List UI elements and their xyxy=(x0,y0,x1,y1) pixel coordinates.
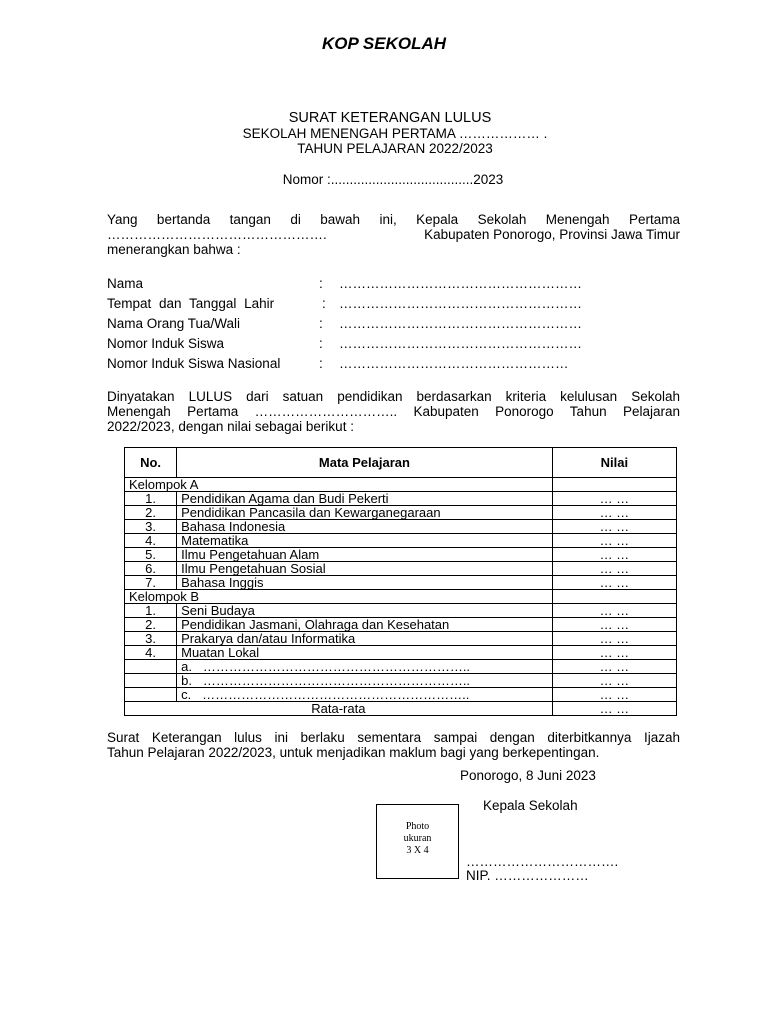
closing-line-2: Tahun Pelajaran 2022/2023, untuk menjadikan maklum bagi yang berkepentingan. xyxy=(107,745,600,760)
table-row-local-a xyxy=(125,660,677,674)
group-row-a xyxy=(125,478,677,492)
row-value: … … xyxy=(552,646,676,660)
field-label: Tempat dan Tanggal Lahir xyxy=(107,296,275,311)
row-value: … … xyxy=(552,674,676,688)
graduation-statement xyxy=(107,389,680,434)
closing-paragraph xyxy=(107,730,680,760)
field-colon: : xyxy=(322,296,326,311)
statement-line-3: 2022/2023, dengan nilai sebagai berikut : xyxy=(107,419,354,434)
row-no: 1. xyxy=(125,604,177,618)
row-no: 2. xyxy=(125,618,177,632)
row-value: … … xyxy=(552,660,676,674)
table-row-local-c xyxy=(125,688,677,702)
photo-label-2: ukuran xyxy=(403,833,432,844)
table-row xyxy=(125,520,677,534)
field-value: …………………………………………… xyxy=(339,356,569,371)
row-subject: Bahasa Inggis xyxy=(177,576,553,590)
photo-label-3: 3 X 4 xyxy=(406,845,429,856)
intro-school-dots: …………………………………………. xyxy=(107,227,327,242)
row-no: 2. xyxy=(125,506,177,520)
table-row xyxy=(125,618,677,632)
header-value: Nilai xyxy=(552,448,676,478)
group-row-b xyxy=(125,590,677,604)
row-no: 3. xyxy=(125,632,177,646)
row-subject: Ilmu Pengetahuan Sosial xyxy=(177,562,553,576)
field-value: ……………………………………………… xyxy=(339,276,582,291)
statement-line-1: Dinyatakan LULUS dari satuan pendidikan berdasarkan kriteria kelulusan Sekolah xyxy=(107,389,680,404)
row-no-empty xyxy=(125,660,177,674)
field-value: ……………………………………………… xyxy=(339,296,582,311)
row-value: … … xyxy=(552,492,676,506)
table-header-row xyxy=(125,448,677,478)
grades-table xyxy=(124,447,677,716)
academic-year-line: TAHUN PELAJARAN 2022/2023 xyxy=(297,141,493,156)
row-value: … … xyxy=(552,534,676,548)
row-value: … … xyxy=(552,562,676,576)
signatory-nip: NIP. ………………… xyxy=(466,868,589,883)
field-value: ……………………………………………… xyxy=(339,336,582,351)
table-row xyxy=(125,492,677,506)
row-subject: Pendidikan Pancasila dan Kewarganegaraan xyxy=(177,506,553,520)
row-subject: Ilmu Pengetahuan Alam xyxy=(177,548,553,562)
group-value-empty xyxy=(552,478,676,492)
intro-region: Kabupaten Ponorogo, Provinsi Jawa Timur xyxy=(424,227,680,242)
group-label: Kelompok A xyxy=(125,478,553,492)
group-value-empty xyxy=(552,590,676,604)
row-value: … … xyxy=(552,604,676,618)
local-letter: c. xyxy=(181,687,192,702)
row-subject xyxy=(177,688,553,702)
average-label: Rata-rata xyxy=(125,702,553,716)
row-value: … … xyxy=(552,688,676,702)
header-subject: Mata Pelajaran xyxy=(177,448,553,478)
row-no: 6. xyxy=(125,562,177,576)
row-subject: Seni Budaya xyxy=(177,604,553,618)
row-no: 7. xyxy=(125,576,177,590)
local-letter: b. xyxy=(181,673,192,688)
field-label: Nomor Induk Siswa Nasional xyxy=(107,356,281,371)
field-label: Nama Orang Tua/Wali xyxy=(107,316,241,331)
table-row xyxy=(125,506,677,520)
table-row xyxy=(125,534,677,548)
row-subject xyxy=(177,674,553,688)
row-value: … … xyxy=(552,576,676,590)
local-dots: …………………………………………………….. xyxy=(202,687,470,702)
table-row xyxy=(125,646,677,660)
row-value: … … xyxy=(552,618,676,632)
local-letter: a. xyxy=(181,659,192,674)
table-row xyxy=(125,632,677,646)
field-label: Nama xyxy=(107,276,144,291)
row-no: 5. xyxy=(125,548,177,562)
row-subject: Bahasa Indonesia xyxy=(177,520,553,534)
average-value: … … xyxy=(552,702,676,716)
row-subject: Muatan Lokal xyxy=(177,646,553,660)
row-value: … … xyxy=(552,506,676,520)
row-no-empty xyxy=(125,674,177,688)
document-number: Nomor :......................................2023 xyxy=(282,172,504,187)
intro-paragraph xyxy=(107,212,680,257)
group-label: Kelompok B xyxy=(125,590,553,604)
field-colon: : xyxy=(319,356,323,371)
row-no: 3. xyxy=(125,520,177,534)
intro-line-1: Yang bertanda tangan di bawah ini, Kepala Sekolah Menengah Pertama xyxy=(107,212,680,227)
table-row xyxy=(125,576,677,590)
row-no: 4. xyxy=(125,534,177,548)
local-dots: …………………………………………………….. xyxy=(202,673,471,688)
average-row xyxy=(125,702,677,716)
row-subject xyxy=(177,660,553,674)
row-no: 4. xyxy=(125,646,177,660)
photo-label-1: Photo xyxy=(405,821,430,832)
row-subject: Matematika xyxy=(177,534,553,548)
signatory-position: Kepala Sekolah xyxy=(483,798,578,813)
header-no: No. xyxy=(125,448,177,478)
table-row-local-b xyxy=(125,674,677,688)
field-colon: : xyxy=(319,276,323,291)
field-label: Nomor Induk Siswa xyxy=(107,336,225,351)
document-title: SURAT KETERANGAN LULUS xyxy=(288,110,492,126)
city-date: Ponorogo, 8 Juni 2023 xyxy=(460,768,596,783)
school-letterhead: KOP SEKOLAH xyxy=(321,34,447,53)
table-row xyxy=(125,562,677,576)
signatory-name-line: ……………………………. xyxy=(466,854,619,869)
school-name-line: SEKOLAH MENENGAH PERTAMA ……………… . xyxy=(242,126,548,141)
closing-line-1: Surat Keterangan lulus ini berlaku sementara sampai dengan diterbitkannya Ijazah xyxy=(107,730,680,745)
field-colon: : xyxy=(319,336,323,351)
statement-line-2: Menengah Pertama ………………………….. Kabupaten Ponorogo Tahun Pelajaran xyxy=(107,404,680,419)
row-value: … … xyxy=(552,632,676,646)
row-value: … … xyxy=(552,548,676,562)
table-row xyxy=(125,604,677,618)
local-dots: …………………………………………………….. xyxy=(202,659,471,674)
table-row xyxy=(125,548,677,562)
row-subject: Prakarya dan/atau Informatika xyxy=(177,632,553,646)
row-value: … … xyxy=(552,520,676,534)
row-no-empty xyxy=(125,688,177,702)
field-value: ……………………………………………… xyxy=(339,316,582,331)
row-no: 1. xyxy=(125,492,177,506)
photo-placeholder xyxy=(376,804,459,879)
row-subject: Pendidikan Jasmani, Olahraga dan Kesehatan xyxy=(177,618,553,632)
row-subject: Pendidikan Agama dan Budi Pekerti xyxy=(177,492,553,506)
intro-line-3: menerangkan bahwa : xyxy=(107,242,241,257)
intro-line-2 xyxy=(107,227,680,242)
field-colon: : xyxy=(319,316,323,331)
